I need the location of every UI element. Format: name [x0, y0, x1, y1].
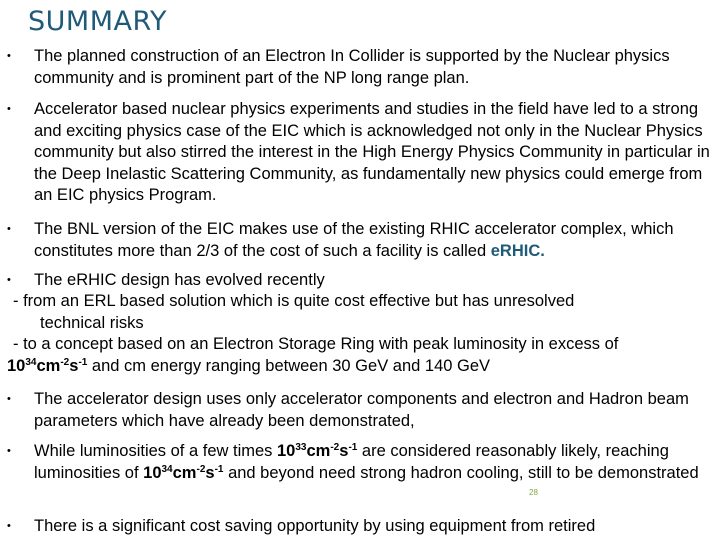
bullet-3-text — [34, 219, 714, 262]
bullet-marker: • — [7, 520, 11, 532]
bullet-marker: • — [7, 223, 11, 235]
bullet-4-line-5 — [7, 356, 715, 378]
bullet-3-body: The BNL version of the EIC makes use of the existing RHIC accelerator complex, which constitutes more than 2/3 of the cost of such a facility is called — [34, 220, 674, 260]
bullet-4-sublines — [7, 291, 715, 377]
luminosity-value: $10^{34}cm^{-2}s^{-1}$ — [7, 356, 88, 375]
bullet-4-block — [34, 270, 714, 292]
bullet-5-text: The accelerator design uses only accelerator components and electron and Hadron beam parameters which have already been demonstrated, — [34, 390, 689, 430]
slide-title: SUMMARY — [28, 6, 167, 37]
bullet-2-text: Accelerator based nuclear physics experiments and studies in the field have led to a strong and exciting physics case of the EIC which is acknowledged not only in the Nuclear Physics community but also stirred the interest in the High Energy Physics Community in particular in the Deep Inelastic Scattering Community, as fundamentally new physics could emerge from an EIC physics Program. — [34, 100, 710, 204]
bullet-6-text: While luminosities of a few times $10^{33}cm^{-2}s^{-1}$ are considered reasonably likely, reaching luminosities of $10^{34}cm^{-2}s^{-1}$ and beyond need strong hadron cooling, still to be demonstrated — [34, 442, 699, 482]
bullet-4-line-1: The eRHIC design has evolved recently — [34, 271, 325, 289]
bullet-4-line-5-tail: and cm energy ranging between 30 GeV and 140 GeV — [87, 356, 491, 375]
bullet-marker: • — [7, 445, 11, 457]
bullet-4-line-2: - from an ERL based solution which is quite cost effective but has unresolved — [13, 292, 575, 310]
bullet-marker: • — [7, 274, 11, 286]
page-number: 28 — [529, 488, 538, 497]
erhic-highlight: eRHIC. — [490, 241, 545, 260]
bullet-marker: • — [7, 50, 11, 62]
bullet-marker: • — [7, 393, 11, 405]
bullet-7-text: There is a significant cost saving opportunity by using equipment from retired — [34, 517, 596, 535]
bullet-4-line-3: technical risks — [40, 313, 144, 332]
bullet-4-line-4: - to a concept based on an Electron Storage Ring with peak luminosity in excess of — [13, 335, 619, 353]
luminosity-value: $10^{33}cm^{-2}s^{-1}$ — [277, 442, 358, 460]
bullet-1-text: The planned construction of an Electron In Collider is supported by the Nuclear physics community and is prominent part of the NP long range plan. — [34, 47, 670, 87]
luminosity-value: $10^{34}cm^{-2}s^{-1}$ — [143, 463, 224, 482]
bullet-marker: • — [7, 103, 11, 115]
